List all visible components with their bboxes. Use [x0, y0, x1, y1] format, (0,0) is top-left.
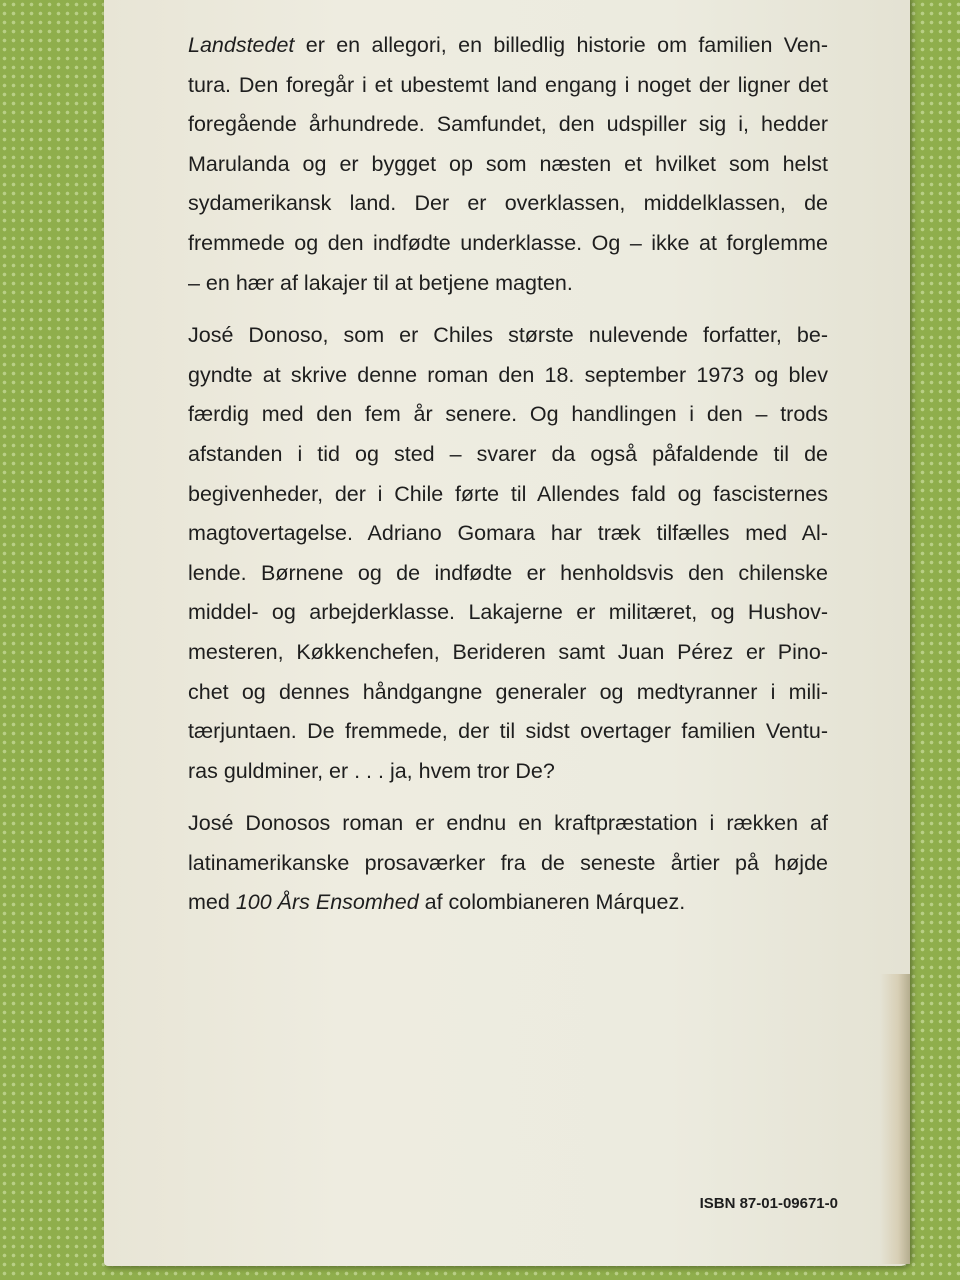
text-line: begivenheder, der i Chile førte til Allendes fald og fascisternes — [188, 481, 828, 506]
book-title-italic: 100 Års Ensomhed — [235, 890, 419, 915]
cover-edge-wear — [880, 974, 910, 1264]
text-line: afstanden i tid og sted – svarer da også påfaldende til de — [188, 441, 828, 466]
text-segment: med — [188, 890, 236, 915]
text-line: Marulanda og er bygget op som næsten et hvilket som helst — [188, 151, 828, 176]
paragraph-3 — [188, 804, 828, 923]
text-line: fremmede og den indfødte underklasse. Og – ikke at forglemme — [188, 230, 828, 255]
text-segment: er en allegori, en billedlig historie om familien Ven- — [294, 33, 828, 57]
text-line: gyndte at skrive denne roman den 18. september 1973 og blev — [188, 362, 828, 387]
text-line: sydamerikansk land. Der er overklassen, middelklassen, de — [188, 191, 828, 216]
text-line: lende. Børnene og de indfødte er henholdsvis den chilenske — [188, 560, 828, 585]
text-line: latinamerikanske prosaværker fra de seneste årtier på højde — [188, 850, 828, 875]
text-line: middel- og arbejderklasse. Lakajerne er militæret, og Hushov- — [188, 600, 828, 625]
isbn-label: ISBN 87-01-09671-0 — [699, 1195, 838, 1212]
text-line — [188, 883, 828, 923]
text-line: chet og dennes håndgangne generaler og medtyranner i mili- — [188, 679, 828, 704]
text-line: foregående århundrede. Samfundet, den udspiller sig i, hedder — [188, 112, 828, 137]
text-line: tærjuntaen. De fremmede, der til sidst overtager familien Ventu- — [188, 719, 828, 744]
text-line — [188, 26, 828, 66]
paragraph-2 — [188, 316, 828, 791]
text-line: magtovertagelse. Adriano Gomara har træk tilfælles med Al- — [188, 521, 828, 546]
book-back-cover — [104, 0, 910, 1266]
text-line: José Donosos roman er endnu en kraftpræstation i rækken af — [188, 811, 828, 836]
text-line: – en hær af lakajer til at betjene magten. — [188, 270, 573, 295]
text-line: færdig med den fem år senere. Og handlingen i den – trods — [188, 402, 828, 427]
book-title-italic: Landstedet — [188, 33, 295, 57]
text-segment: af colombianeren Márquez. — [418, 890, 686, 915]
paragraph-1 — [188, 26, 828, 303]
text-line: mesteren, Køkkenchefen, Berideren samt Juan Pérez er Pino- — [188, 639, 828, 664]
text-line: ras guldminer, er . . . ja, hvem tror De? — [188, 758, 555, 783]
text-line: tura. Den foregår i et ubestemt land engang i noget der ligner det — [188, 72, 828, 97]
text-line: José Donoso, som er Chiles største nulevende forfatter, be- — [188, 323, 828, 348]
blurb-text — [188, 26, 828, 936]
